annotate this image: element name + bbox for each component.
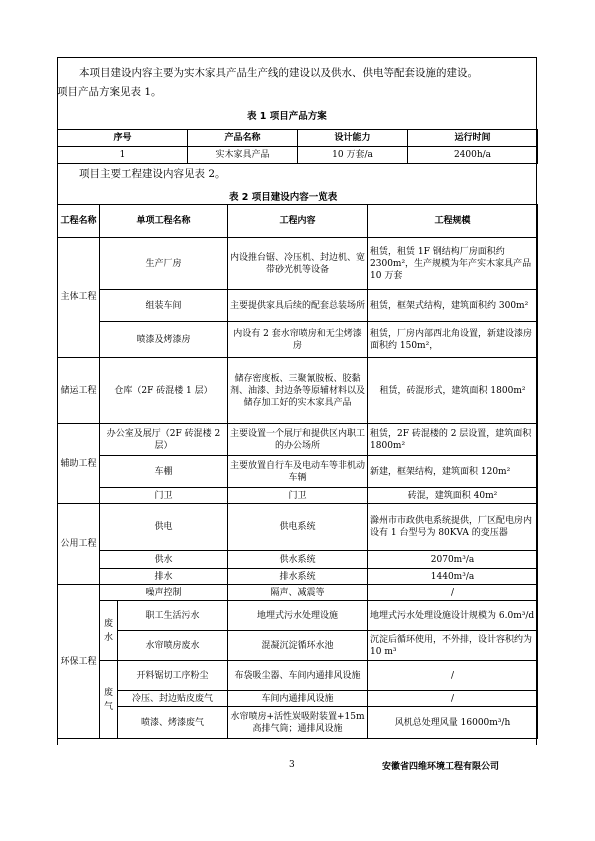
table-row — [58, 358, 538, 424]
cell: 实木家具产品 — [188, 147, 298, 164]
cell: 水帘喷房+活性炭吸附装置+15m 高排气筒；通排风设施 — [228, 707, 368, 739]
construction-table — [57, 204, 538, 739]
table-row — [58, 456, 538, 488]
table-row — [58, 147, 538, 164]
group-aux: 辅助工程 — [58, 424, 100, 504]
cell: 组装车间 — [100, 290, 228, 322]
cell: 租赁，2F 砖混楼的 2 层设置，建筑面积 1800m² — [368, 424, 538, 456]
cell: 仓库（2F 砖混楼 1 层） — [100, 358, 228, 424]
table-row — [58, 238, 538, 290]
cell: 砖混，建筑面积 40m² — [368, 488, 538, 504]
table-row — [58, 424, 538, 456]
table-row — [58, 290, 538, 322]
cell: 内设推台锯、冷压机、封边机、宽带砂光机等设备 — [228, 238, 368, 290]
cell: 风机总处理风量 16000m³/h — [368, 707, 538, 739]
cell: 噪声控制 — [100, 585, 228, 601]
cell: 车棚 — [100, 456, 228, 488]
cell: 2400h/a — [408, 147, 538, 164]
group-public: 公用工程 — [58, 504, 100, 585]
cell: 新建，框架结构，建筑面积 120m² — [368, 456, 538, 488]
cell: 布袋吸尘器、车间内通排风设施 — [228, 661, 368, 691]
table-row — [58, 601, 538, 631]
header-item-name: 单项工程名称 — [100, 205, 228, 238]
cell: 地埋式污水处理设施设计规模为 6.0m³/d — [368, 601, 538, 631]
cell: 混凝沉淀循环水池 — [228, 631, 368, 661]
cell: 供水 — [100, 551, 228, 569]
table-row — [58, 569, 538, 585]
table-row — [58, 707, 538, 739]
header-product-name: 产品名称 — [188, 130, 298, 147]
cell: 地埋式污水处理设施 — [228, 601, 368, 631]
page-number: 3 — [289, 760, 295, 770]
mid-text: 项目主要工程建设内容见表 2。 — [79, 168, 226, 180]
table-row — [58, 585, 538, 601]
cell: 办公室及展厅（2F 砖混楼 2 层） — [100, 424, 228, 456]
cell: / — [368, 691, 538, 707]
cell: 内设有 2 套水帘喷房和无尘烤漆房 — [228, 322, 368, 358]
cell: 2070m³/a — [368, 551, 538, 569]
cell: 水帘喷房废水 — [118, 631, 228, 661]
cell: 沉淀后循环使用，不外排，设计容积约为 10 m³ — [368, 631, 538, 661]
cell: 门卫 — [228, 488, 368, 504]
intro-line-2: 项目产品方案见表 1。 — [57, 86, 162, 98]
cell: / — [368, 585, 538, 601]
intro-line-1: 本项目建设内容主要为实木家具产品生产线的建设以及供水、供电等配套设施的建设。 — [79, 67, 478, 79]
header-run-time: 运行时间 — [408, 130, 538, 147]
header-content: 工程内容 — [228, 205, 368, 238]
cell: 生产厂房 — [100, 238, 228, 290]
cell: 喷漆、烤漆废气 — [118, 707, 228, 739]
cell: 职工生活污水 — [118, 601, 228, 631]
cell: 车间内通排风设施 — [228, 691, 368, 707]
cell: 1440m³/a — [368, 569, 538, 585]
table1-caption: 表 1 项目产品方案 — [247, 111, 327, 122]
cell: 供电系统 — [228, 504, 368, 551]
group-env: 环保工程 — [58, 585, 100, 739]
table2-caption: 表 2 项目建设内容一览表 — [229, 192, 338, 203]
group-storage: 储运工程 — [58, 358, 100, 424]
group-main: 主体工程 — [58, 238, 100, 358]
table-row — [58, 661, 538, 691]
header-scale: 工程规模 — [368, 205, 538, 238]
company-name: 安徽省四维环境工程有限公司 — [382, 762, 500, 772]
cell: 排水 — [100, 569, 228, 585]
cell: 主要放置自行车及电动车等非机动车辆 — [228, 456, 368, 488]
cell: 排水系统 — [228, 569, 368, 585]
cell: 储存密度板、三聚氰胺板、胶黏剂、油漆、封边条等原辅材料以及储存加工好的实木家具产品 — [228, 358, 368, 424]
cell: / — [368, 661, 538, 691]
table-row — [58, 691, 538, 707]
cell: 租赁，租赁 1F 钢结构厂房面积约 2300m²，生产规模为年产实木家具产品 10 万套 — [368, 238, 538, 290]
table-row — [58, 488, 538, 504]
cell: 供水系统 — [228, 551, 368, 569]
table-row — [58, 322, 538, 358]
cell: 供电 — [100, 504, 228, 551]
header-project-name: 工程名称 — [58, 205, 100, 238]
cell: 主要提供家具后续的配套总装场所 — [228, 290, 368, 322]
cell: 滁州市市政供电系统提供，厂区配电房内设有 1 台型号为 80KVA 的变压器 — [368, 504, 538, 551]
subgroup-wastewater: 废水 — [100, 601, 118, 661]
table-row — [58, 504, 538, 551]
cell: 10 万套/a — [298, 147, 408, 164]
header-capacity: 设计能力 — [298, 130, 408, 147]
table-row — [58, 551, 538, 569]
header-seq: 序号 — [58, 130, 188, 147]
cell: 租赁，砖混形式，建筑面积 1800m² — [368, 358, 538, 424]
cell: 租赁，厂房内部西北角设置，新建设漆房面积约 150m²， — [368, 322, 538, 358]
cell: 租赁，框架式结构，建筑面积约 300m² — [368, 290, 538, 322]
table-row — [58, 631, 538, 661]
cell: 门卫 — [100, 488, 228, 504]
subgroup-wastegas: 废气 — [100, 661, 118, 739]
cell: 1 — [58, 147, 188, 164]
product-table — [57, 129, 538, 164]
cell: 喷漆及烤漆房 — [100, 322, 228, 358]
cell: 隔声、减震等 — [228, 585, 368, 601]
cell: 主要设置一个展厅和提供区内职工的办公场所 — [228, 424, 368, 456]
cell: 冷压、封边贴皮废气 — [118, 691, 228, 707]
cell: 开料锯切工序粉尘 — [118, 661, 228, 691]
